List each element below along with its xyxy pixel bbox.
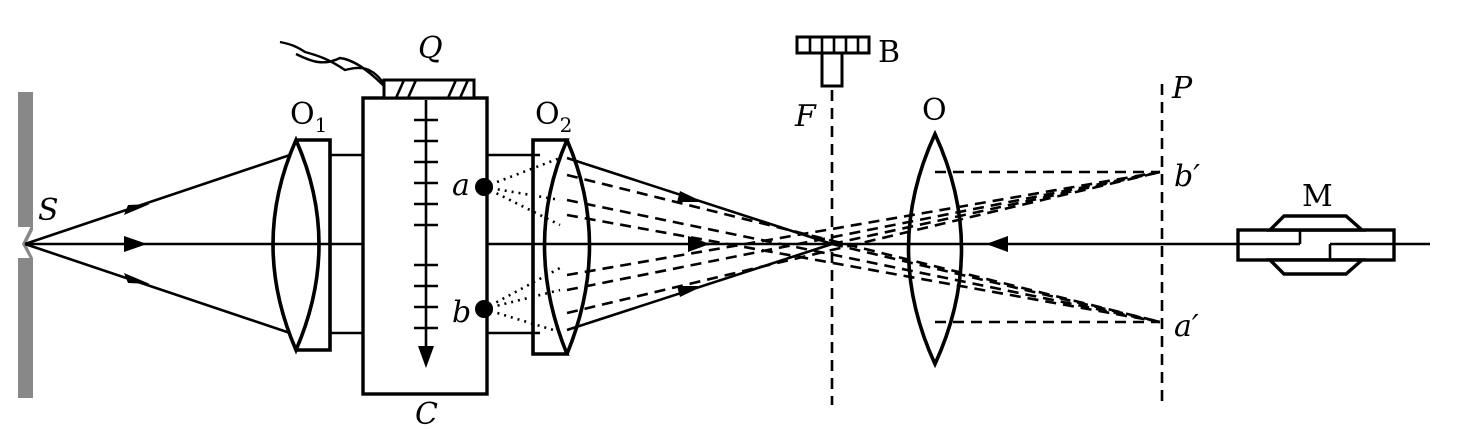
label-lens-o2: $O_2$: [535, 97, 573, 137]
label-filter-f: F: [795, 99, 816, 134]
label-lens-o1: $O_1$: [290, 97, 328, 137]
lens-o: [909, 134, 962, 364]
label-image-a: a′: [1174, 309, 1199, 344]
knob-b: [797, 37, 869, 86]
lens-o2: [533, 140, 590, 354]
microscope-m: [1238, 216, 1394, 274]
axis-arrow-right: [986, 236, 1008, 252]
label-knob-b: B: [878, 35, 901, 70]
label-source-s: S: [38, 193, 59, 228]
label-image-b: b′: [1174, 159, 1201, 194]
label-microscope-m: M: [1302, 179, 1333, 214]
label-screen-p: P: [1172, 71, 1193, 106]
label-cell-c: C: [415, 397, 438, 429]
label-lens-o: O: [922, 93, 947, 128]
label-point-a: a: [452, 168, 470, 203]
label-point-b: b: [452, 295, 472, 330]
dashed-rays: [567, 172, 1160, 322]
cell-c: [280, 42, 487, 394]
label-heater-q: Q: [418, 31, 443, 66]
